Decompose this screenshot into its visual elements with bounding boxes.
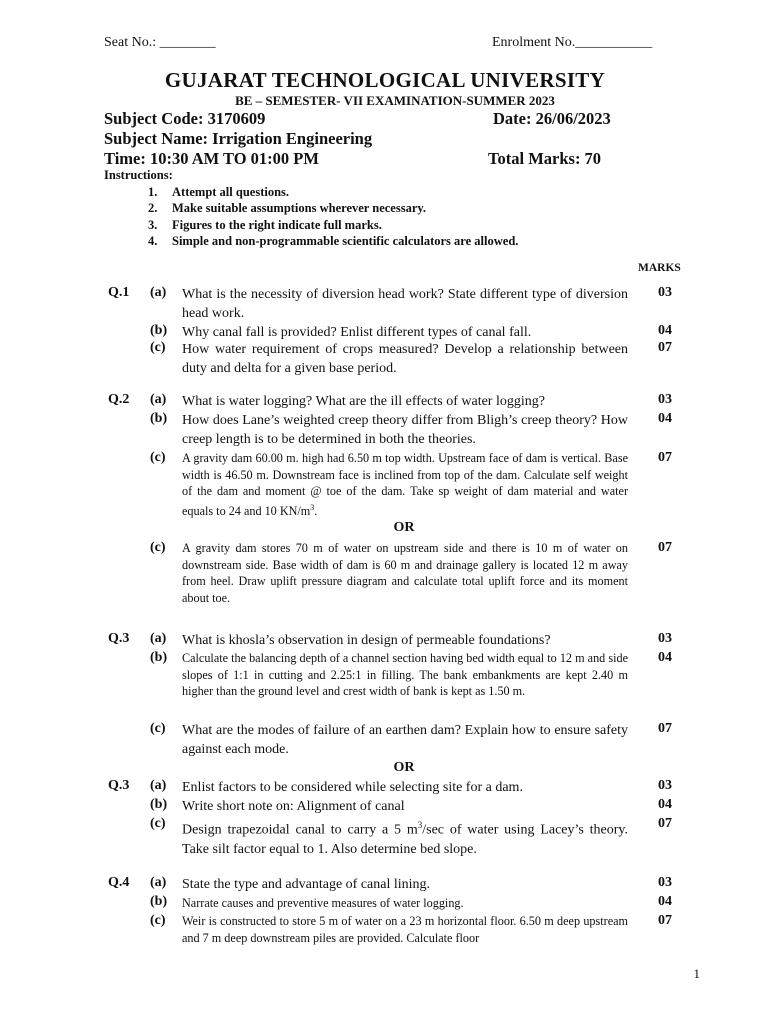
- question-text: How water requirement of crops measured? Develop a relationship between duty and delta for a given base period.: [182, 342, 628, 376]
- part-label: (a): [150, 285, 167, 300]
- part-label: (a): [150, 392, 167, 407]
- instructions-title: Instructions:: [104, 168, 173, 182]
- marks-value: 07: [658, 721, 672, 736]
- question-text: How does Lane’s weighted creep theory differ from Bligh’s creep theory? How creep length is to be determined in both the theories.: [182, 413, 628, 447]
- marks-value: 04: [658, 797, 672, 812]
- question-number: Q.3: [108, 778, 130, 793]
- part-label: (c): [150, 913, 166, 928]
- question-text: Weir is constructed to store 5 m of water on a 23 m horizontal floor. 6.50 m deep upstream and 7 m deep downstream piles are provided. Calculate floor: [182, 914, 628, 945]
- marks-value: 03: [658, 392, 672, 407]
- part-label: (c): [150, 540, 166, 555]
- question-text: What is the necessity of diversion head work? State different type of diversion head work.: [182, 287, 628, 321]
- question-number: Q.1: [108, 285, 130, 300]
- exam-date: Date: 26/06/2023: [493, 109, 611, 128]
- marks-value: 07: [658, 913, 672, 928]
- part-label: (c): [150, 340, 166, 355]
- marks-column-heading: MARKS: [638, 262, 681, 274]
- part-label: (a): [150, 875, 167, 890]
- question-text: Enlist factors to be considered while selecting site for a dam.: [182, 780, 523, 795]
- part-label: (c): [150, 450, 166, 465]
- enrolment-number-field: Enrolment No.___________: [492, 35, 653, 50]
- question-text: Why canal fall is provided? Enlist different types of canal fall.: [182, 325, 532, 340]
- exam-title: BE – SEMESTER- VII EXAMINATION-SUMMER 2023: [235, 93, 555, 108]
- exam-time: Time: 10:30 AM TO 01:00 PM: [104, 149, 319, 168]
- question-text: Narrate causes and preventive measures of water logging.: [182, 896, 464, 910]
- marks-value: 04: [658, 894, 672, 909]
- part-label: (b): [150, 797, 168, 812]
- marks-value: 03: [658, 631, 672, 646]
- question-text: A gravity dam stores 70 m of water on upstream side and there is 10 m of water on downstream side. Base width of dam is 60 m and drainage gallery is located 12 m away from heel. Draw uplift pressure diagram and calculate total uplift force and its moment about toe.: [182, 541, 628, 605]
- question-text: Design trapezoidal canal to carry a 5 $m^3/\sec$ of water using Lacey’s theory. Take silt factor equal to 1. Also determine bed slope.: [182, 820, 629, 857]
- marks-value: 04: [658, 411, 672, 426]
- marks-value: 07: [658, 450, 672, 465]
- instruction-item: 4. Simple and non-programmable scientific calculators are allowed.: [148, 233, 519, 248]
- subject-code: Subject Code: 3170609: [104, 109, 266, 128]
- part-label: (b): [150, 323, 168, 338]
- marks-value: 04: [658, 650, 672, 665]
- part-label: (c): [150, 816, 166, 831]
- marks-value: 07: [658, 540, 672, 555]
- or-separator: OR: [393, 520, 415, 535]
- marks-value: 03: [658, 285, 672, 300]
- university-title: GUJARAT TECHNOLOGICAL UNIVERSITY: [164, 68, 606, 92]
- question-number: Q.4: [108, 875, 130, 890]
- instruction-item: 2. Make suitable assumptions wherever necessary.: [148, 201, 427, 216]
- question-text: Calculate the balancing depth of a channel section having bed width equal to 12 m and side slopes of 1:1 in cutting and 2.25:1 in filling. The bank embankments are kept 2.40 m higher than the ground level and crest width of bank is kept as 1.50 m.: [182, 651, 628, 699]
- part-label: (b): [150, 650, 168, 665]
- part-label: (b): [150, 411, 168, 426]
- question-text: A gravity dam 60.00 m. high had 6.50 m top width. Upstream face of dam is vertical. Base width is 46.50 m. Downstream face is inclined from top of the dam. Calculate self weight of the dam and moment @ toe of the dam. Take sp weight of dam material and water equals to 24 and 10 $KN/m^3$.: [182, 451, 628, 518]
- marks-value: 03: [658, 778, 672, 793]
- question-text: What is khosla’s observation in design of permeable foundations?: [182, 633, 551, 648]
- question-text: What are the modes of failure of an earthen dam? Explain how to ensure safety against each mode.: [182, 723, 628, 757]
- marks-value: 07: [658, 816, 672, 831]
- subject-name: Subject Name: Irrigation Engineering: [104, 129, 373, 148]
- marks-value: 07: [658, 340, 672, 355]
- question-text: Write short note on: Alignment of canal: [182, 799, 405, 814]
- marks-value: 04: [658, 323, 672, 338]
- question-number: Q.2: [108, 392, 130, 407]
- question-text: What is water logging? What are the ill effects of water logging?: [182, 394, 545, 409]
- or-separator: OR: [393, 760, 415, 775]
- part-label: (b): [150, 894, 168, 909]
- page-number: 1: [693, 966, 700, 981]
- part-label: (c): [150, 721, 166, 736]
- part-label: (a): [150, 778, 167, 793]
- marks-value: 03: [658, 875, 672, 890]
- instruction-item: 1. Attempt all questions.: [148, 185, 290, 199]
- instruction-item: 3. Figures to the right indicate full marks.: [148, 217, 382, 232]
- question-number: Q.3: [108, 631, 130, 646]
- instructions-list: [148, 184, 518, 249]
- total-marks: Total Marks: 70: [488, 149, 602, 168]
- part-label: (a): [150, 631, 167, 646]
- seat-number-field: Seat No.: ________: [104, 35, 216, 50]
- question-text: State the type and advantage of canal lining.: [182, 877, 431, 892]
